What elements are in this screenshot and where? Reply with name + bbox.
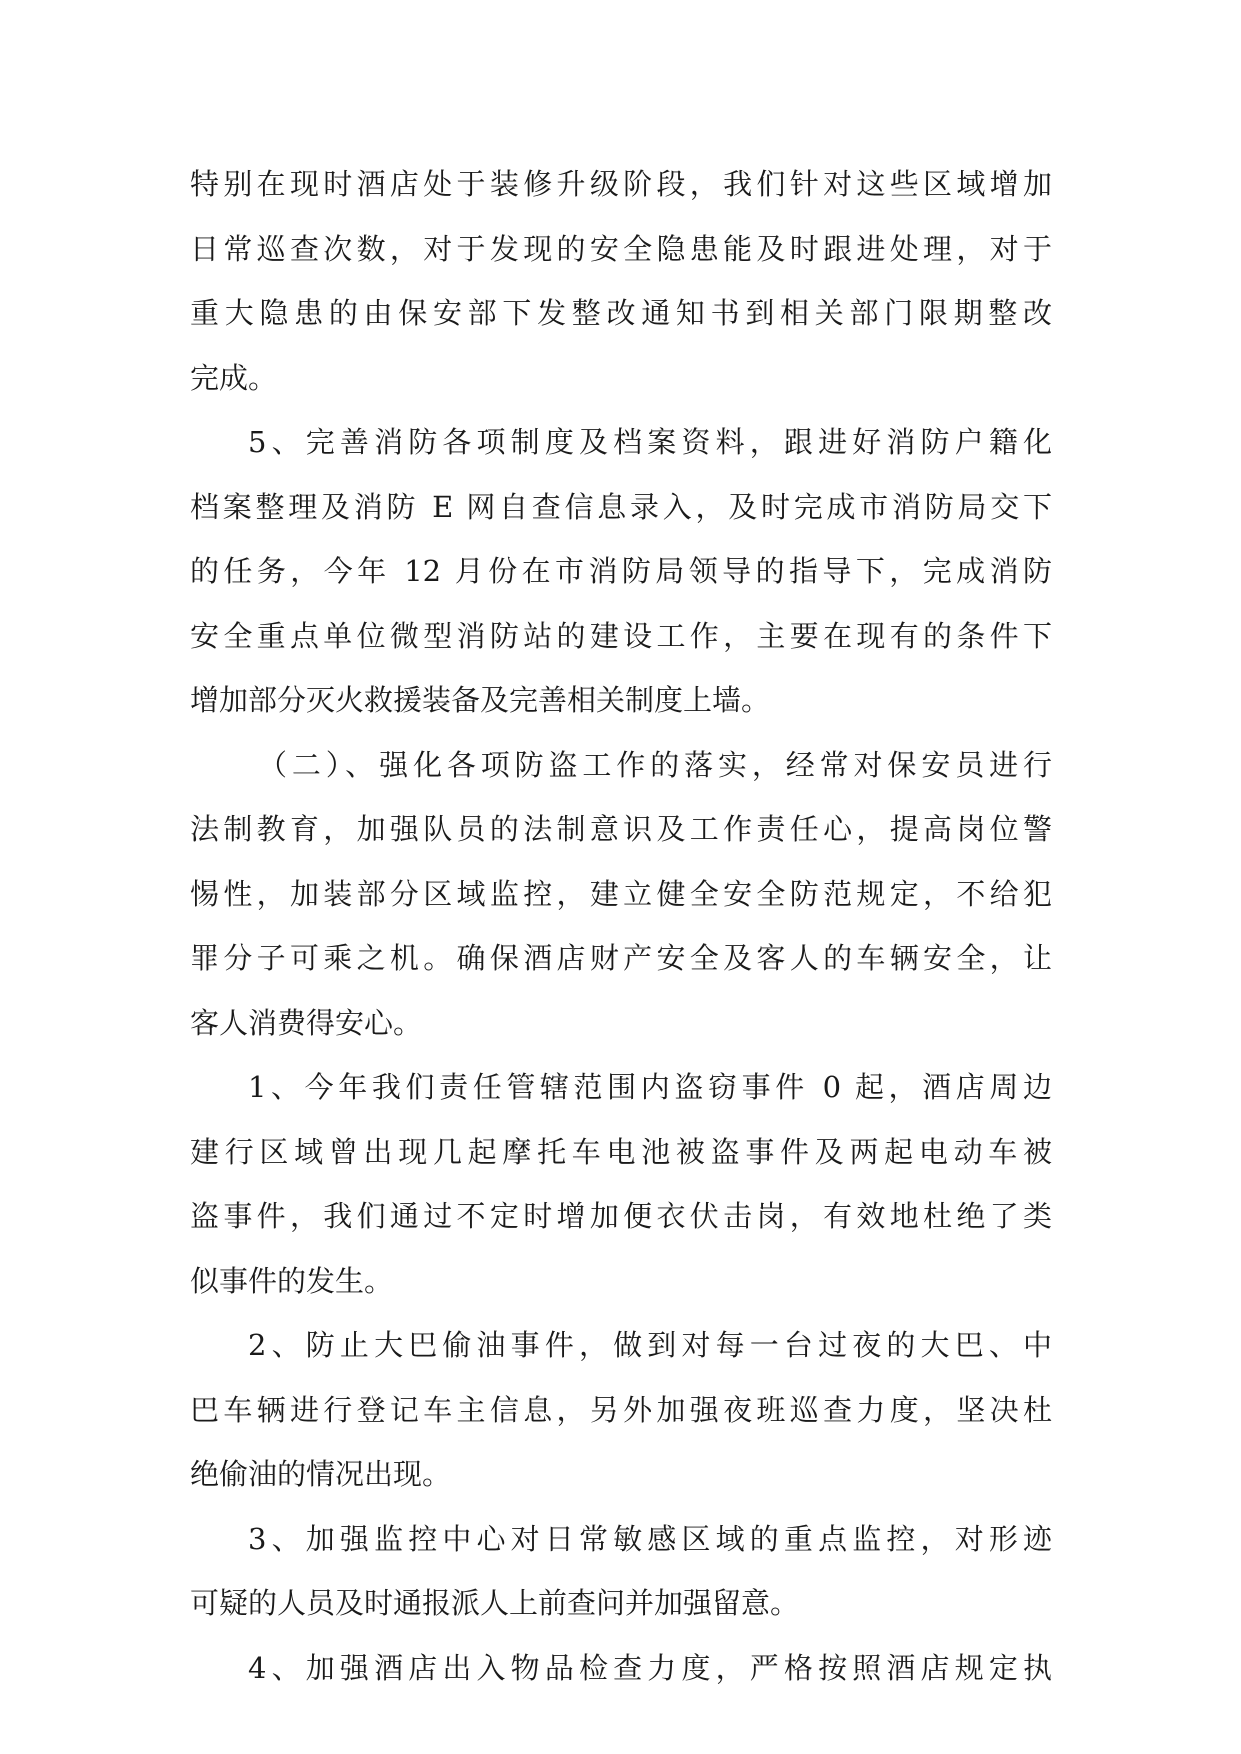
text-line: 的任务，今年 12 月份在市消防局领导的指导下，完成消防 bbox=[190, 554, 1052, 588]
section-heading-line: （二）、强化各项防盗工作的落实，经常对保安员进行 bbox=[258, 747, 1052, 782]
document-page bbox=[190, 152, 1052, 1700]
text-line: 安全重点单位微型消防站的建设工作，主要在现有的条件下 bbox=[190, 618, 1052, 653]
text-line: 绝偷油的情况出现。 bbox=[190, 1457, 452, 1491]
text-line: 建行区域曾出现几起摩托车电池被盗事件及两起电动车被 bbox=[190, 1134, 1052, 1169]
text-line: 盗事件，我们通过不定时增加便衣伏击岗，有效地杜绝了类 bbox=[190, 1199, 1052, 1233]
text-line: 客人消费得安心。 bbox=[190, 1005, 423, 1040]
paragraph-continuation bbox=[190, 152, 1052, 410]
text-line: 可疑的人员及时通报派人上前查问并加强留意。 bbox=[190, 1586, 800, 1620]
text-line: 1、今年我们责任管辖范围内盗窃事件 0 起，酒店周边 bbox=[248, 1070, 1052, 1104]
text-line: 罪分子可乘之机。确保酒店财产安全及客人的车辆安全，让 bbox=[190, 941, 1052, 975]
paragraph-item-4 bbox=[190, 1636, 1052, 1701]
text-line: 惕性，加装部分区域监控，建立健全安全防范规定，不给犯 bbox=[190, 876, 1052, 911]
text-line: 法制教育，加强队员的法制意识及工作责任心，提高岗位警 bbox=[190, 812, 1052, 846]
paragraph-item-3 bbox=[190, 1507, 1052, 1636]
paragraph-item-2 bbox=[190, 1313, 1052, 1507]
text-line: 5、完善消防各项制度及档案资料，跟进好消防户籍化 bbox=[248, 425, 1052, 459]
paragraph-item-1 bbox=[190, 1055, 1052, 1313]
text-line: 档案整理及消防 E 网自查信息录入，及时完成市消防局交下 bbox=[190, 489, 1052, 524]
text-line: 重大隐患的由保安部下发整改通知书到相关部门限期整改 bbox=[190, 296, 1052, 330]
text-line: 巴车辆进行登记车主信息，另外加强夜班巡查力度，坚决杜 bbox=[190, 1392, 1052, 1427]
text-line: 似事件的发生。 bbox=[190, 1263, 394, 1298]
text-line: 2、防止大巴偷油事件，做到对每一台过夜的大巴、中 bbox=[248, 1328, 1052, 1362]
paragraph-item-5 bbox=[190, 410, 1052, 733]
text-line: 完成。 bbox=[190, 360, 278, 395]
text-line: 增加部分灭火救援装备及完善相关制度上墙。 bbox=[190, 683, 771, 717]
text-line: 4、加强酒店出入物品检查力度，严格按照酒店规定执 bbox=[248, 1650, 1052, 1685]
text-line: 日常巡查次数，对于发现的安全隐患能及时跟进处理，对于 bbox=[190, 231, 1052, 266]
text-line: 3、加强监控中心对日常敏感区域的重点监控，对形迹 bbox=[248, 1521, 1052, 1556]
text-line: 特别在现时酒店处于装修升级阶段，我们针对这些区域增加 bbox=[190, 167, 1052, 201]
paragraph-section-2 bbox=[190, 733, 1052, 1056]
